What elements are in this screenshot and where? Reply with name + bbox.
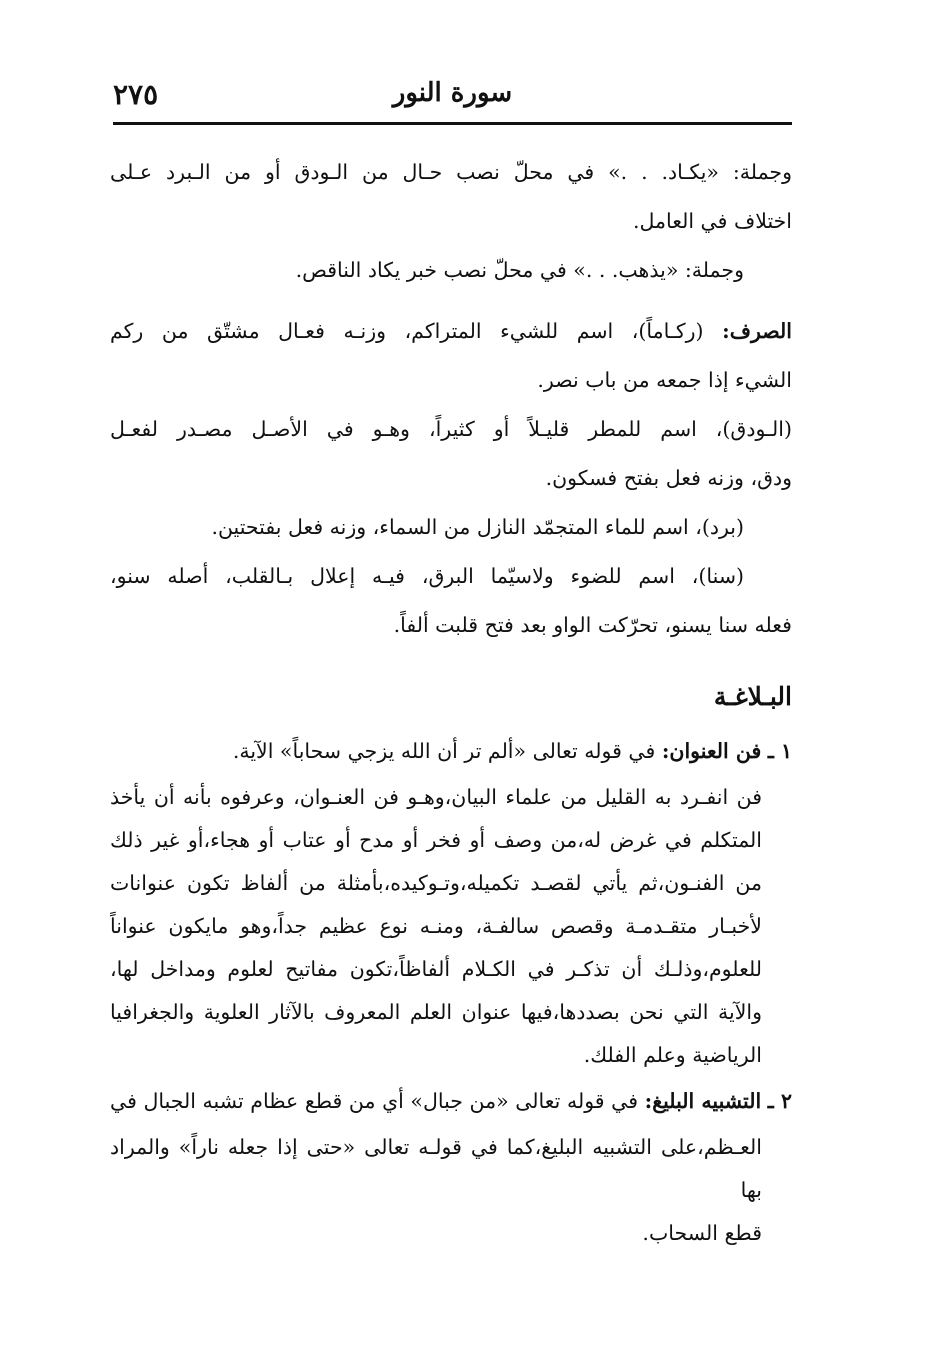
item2-first-line <box>110 1077 792 1126</box>
item1-intro: في قوله تعالى «ألم تر أن الله يزجي سحاباً» الآية. <box>232 739 656 763</box>
balagha-item-1 <box>110 727 792 1077</box>
sarf-p1-line2: الشيء إذا جمعه من باب نصر. <box>537 368 792 392</box>
sarf-p1-line1 <box>110 307 792 356</box>
item1-term: فن العنوان: <box>661 739 762 763</box>
item1-number: ١ ـ <box>767 739 792 763</box>
sarf-p4-line2: فعله سنا يسنو، تحرّكت الواو بعد فتح قلبت ألفاً. <box>393 613 792 637</box>
page-header <box>113 78 792 122</box>
balagha-item-2 <box>110 1077 792 1255</box>
sarf-section <box>110 307 792 650</box>
balagha-title: البـلاغـة <box>713 682 792 711</box>
sarf-label: الصرف: <box>722 319 792 343</box>
item1-line: لأخبـار متقـدمـة وقصص سالفـة، ومنـه نوع عظيم جداً،وهو مايكون عنواناً <box>110 914 762 938</box>
item1-line: الرياضية وعلم الفلك. <box>583 1043 762 1067</box>
item2-term: التشبيه البليغ: <box>644 1089 762 1113</box>
item2-line: العـظم،على التشبيه البليغ،كما في قولـه تعالى «حتى إذا جعله ناراً» والمراد بها <box>110 1135 762 1202</box>
item1-first-line <box>110 727 792 776</box>
spacer <box>110 295 792 307</box>
grammar-p2: وجملة: «يذهب. . .» في محلّ نصب خبر يكاد الناقص. <box>295 258 744 282</box>
grammar-section <box>110 148 792 295</box>
grammar-p1-line1: وجملة: «يكـاد. . .» في محلّ نصب حـال من الـودق أو من الـبرد عـلى <box>110 160 792 184</box>
header-rule <box>113 122 792 125</box>
item2-number: ٢ ـ <box>767 1089 792 1113</box>
item2-intro: في قوله تعالى «من جبال» أي من قطع عظام تشبه الجبال في <box>110 1089 639 1113</box>
sarf-p3: (برد)، اسم للماء المتجمّد النازل من السماء، وزنه فعل بفتحتين. <box>211 515 744 539</box>
item1-line: من الفنـون،ثم يأتي لقصـد تكميله،وتـوكيده،بأمثلة من ألفاظ تكون عنوانات <box>110 871 762 895</box>
item1-line: للعلوم،وذلـك أن تذكـر في الكـلام ألفاظاً،تكون مفاتيح لعلوم ومداخل لها، <box>110 957 762 981</box>
item1-line: والآية التي نحن بصددها،فيها عنوان العلم المعروف بالآثار العلوية والجغرافيا <box>110 1000 762 1024</box>
item2-body <box>110 1126 792 1255</box>
sarf-p2-line1: (الـودق)، اسم للمطر قليـلاً أو كثيراً، وهـو في الأصـل مصـدر لفعـل <box>110 417 792 441</box>
sarf-p2-line2: ودق، وزنه فعل بفتح فسكون. <box>545 466 792 490</box>
item1-body <box>110 776 792 1077</box>
sarf-p4-line1: (سنا)، اسم للضوء ولاسيّما البرق، فيـه إعلال بـالقلب، أصله سنو، <box>110 564 744 588</box>
item2-line: قطع السحاب. <box>642 1221 762 1245</box>
item1-line: فن انفـرد به القليل من علماء البيان،وهـو فن العنـوان، وعرفوه بأنه أن يأخذ <box>110 785 762 809</box>
running-title: سورة النور <box>392 78 513 108</box>
page-number: ٢٧٥ <box>113 78 159 111</box>
page-body <box>110 148 792 1255</box>
item1-line: المتكلم في غرض له،من وصف أو فخر أو مدح أو عتاب أو هجاء،أو غير ذلك <box>110 828 762 852</box>
sarf-p1-text: (ركـاماً)، اسم للشيء المتراكم، وزنـه فعـال مشتّق من ركم <box>110 319 704 343</box>
grammar-p1-line2: اختلاف في العامل. <box>632 209 792 233</box>
